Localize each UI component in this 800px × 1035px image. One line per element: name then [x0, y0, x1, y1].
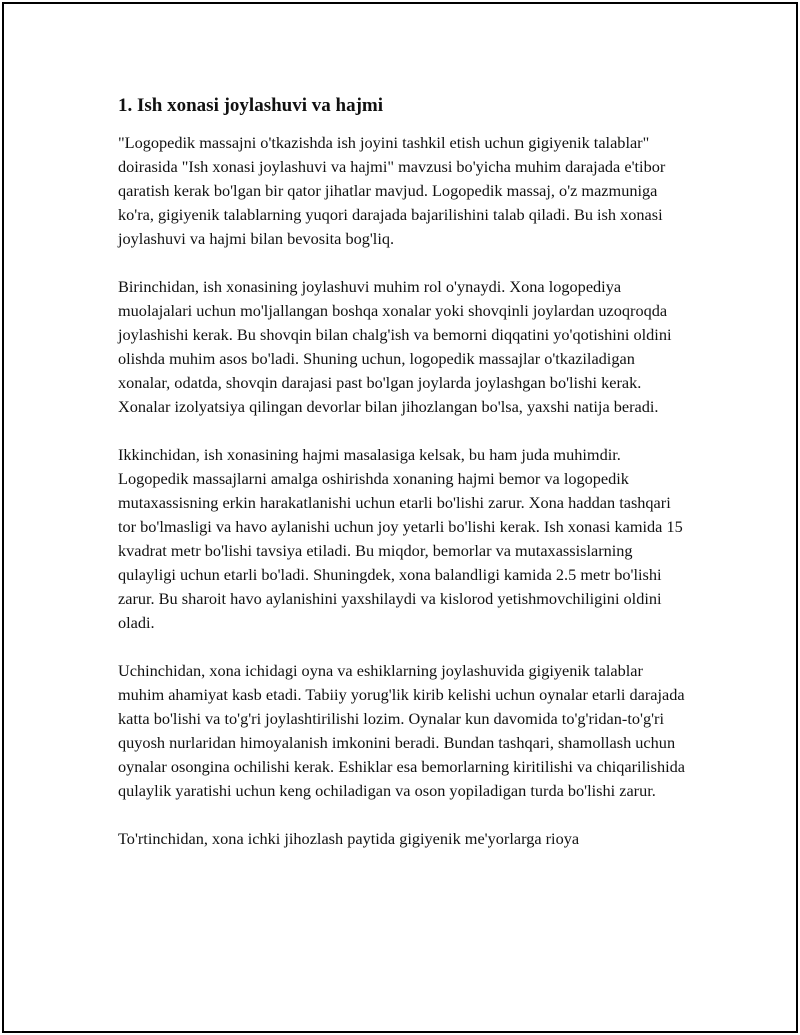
paragraph-intro: "Logopedik massajni o'tkazishda ish joyini tashkil etish uchun gigiyenik talablar" doirasida "Ish xonasi joylashuvi va hajmi" mavzusi bo'yicha muhim darajada e'tibor qaratish kerak bo'lgan bir qator jihatlar mavjud. Logopedik massaj, o'z mazmuniga ko'ra, gigiyenik talablarning yuqori darajada bajarilishini talab qiladi. Bu ish xonasi joylashuvi va hajmi bilan bevosita bog'liq. — [118, 133, 666, 248]
paragraph-windows-doors: Uchinchidan, xona ichidagi oyna va eshiklarning joylashuvida gigiyenik talablar muhim ahamiyat kasb etadi. Tabiiy yorug'lik kirib kelishi uchun oynalar etarli darajada katta bo'lishi va to'g'ri joylashtirilishi lozim. Oynalar kun davomida to'g'ridan-to'g'ri quyosh nurlaridan himoyalanish imkonini beradi. Bundan tashqari, shamollash uchun oynalar osongina ochilishi kerak. Eshiklar esa bemorlarning kiritilishi va chiqarilishida qulaylik yaratishi uchun keng ochiladigan va oson yopiladigan turda bo'lishi zarur. — [118, 661, 685, 800]
document-body — [118, 93, 688, 875]
paragraph-equipment: To'rtinchidan, xona ichki jihozlash paytida gigiyenik me'yorlarga rioya — [118, 829, 580, 848]
paragraph-location: Birinchidan, ish xonasining joylashuvi muhim rol o'ynaydi. Xona logopediya muolajalari uchun mo'ljallangan boshqa xonalar yoki shovqinli joylardan uzoqroqda joylashishi kerak. Bu shovqin bilan chalg'ish va bemorni diqqatini yo'qotishini oldini olishda muhim asos bo'ladi. Shuning uchun, logopedik massajlar o'tkaziladigan xonalar, odatda, shovqin darajasi past bo'lgan joylarda joylashgan bo'lishi kerak. Xonalar izolyatsiya qilingan devorlar bilan jihozlangan bo'lsa, yaxshi natija beradi. — [118, 277, 672, 416]
paragraph-size: Ikkinchidan, ish xonasining hajmi masalasiga kelsak, bu ham juda muhimdir. Logopedik massajlarni amalga oshirishda xonaning hajmi bemor va logopedik mutaxassisning erkin harakatlanishi uchun etarli bo'lishi zarur. Xona haddan tashqari tor bo'lmasligi va havo aylanishi uchun joy yetarli bo'lishi kerak. Ish xonasi kamida 15 kvadrat metr bo'lishi tavsiya etiladi. Bu miqdor, bemorlar va mutaxassislarning qulayligi uchun etarli bo'ladi. Shuningdek, xona balandligi kamida 2.5 metr bo'lishi zarur. Bu sharoit havo aylanishini yaxshilaydi va kislorod yetishmovchiligini oldini oladi. — [118, 445, 683, 632]
section-heading: 1. Ish xonasi joylashuvi va hajmi — [118, 95, 384, 116]
